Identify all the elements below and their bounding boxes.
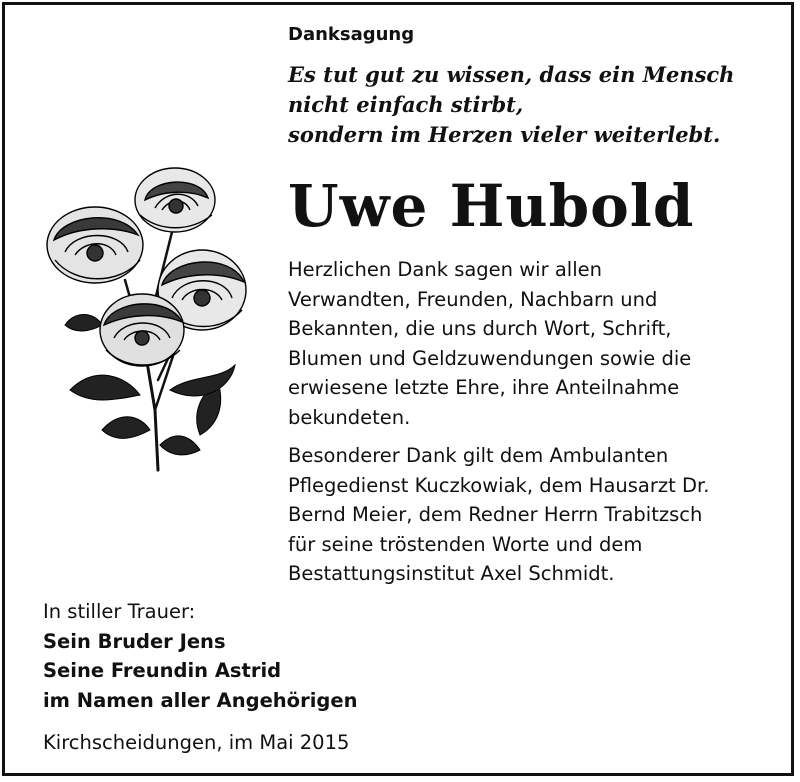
paragraph-line: Bekannten, die uns durch Wort, Schrift,	[288, 317, 672, 340]
mourning-intro: In stiller Trauer:	[43, 600, 196, 623]
motto-line: sondern im Herzen vieler weiterlebt.	[288, 122, 721, 147]
paragraph-line: Verwandten, Freunden, Nachbarn und	[288, 287, 658, 311]
paragraph-line: Pflegedienst Kuczkowiak, dem Hausarzt Dr.	[288, 473, 710, 497]
special-thanks-paragraph	[288, 441, 788, 589]
signatory: Seine Freundin Astrid	[43, 659, 282, 682]
paragraph-line: für seine tröstenden Worte und dem	[288, 532, 643, 556]
paragraph-line: Blumen und Geldzuwendungen sowie die	[288, 346, 692, 370]
signatory: im Namen aller Angehörigen	[43, 688, 358, 712]
paragraph-line: Herzlichen Dank sagen wir allen	[288, 258, 602, 281]
paragraph-line: Bernd Meier, dem Redner Herrn Trabitzsch	[288, 503, 703, 526]
deceased-name: Uwe Hubold	[288, 172, 695, 240]
motto-line: Es tut gut zu wissen, dass ein Mensch	[288, 62, 735, 87]
motto-line: nicht einfach stirbt,	[288, 92, 524, 117]
paragraph-line: Besonderer Dank gilt dem Ambulanten	[288, 444, 669, 467]
heading: Danksagung	[288, 24, 415, 45]
place-date: Kirchscheidungen, im Mai 2015	[43, 731, 350, 754]
paragraph-line: bekundeten.	[288, 405, 411, 429]
thanks-paragraph	[288, 255, 788, 432]
signatory: Sein Bruder Jens	[43, 629, 226, 653]
paragraph-line: erwiesene letzte Ehre, ihre Anteilnahme	[288, 376, 680, 399]
roses-bouquet-illustration	[40, 160, 250, 475]
motto-quote	[288, 60, 768, 150]
paragraph-line: Bestattungsinstitut Axel Schmidt.	[288, 562, 615, 585]
signature-block	[43, 597, 357, 715]
